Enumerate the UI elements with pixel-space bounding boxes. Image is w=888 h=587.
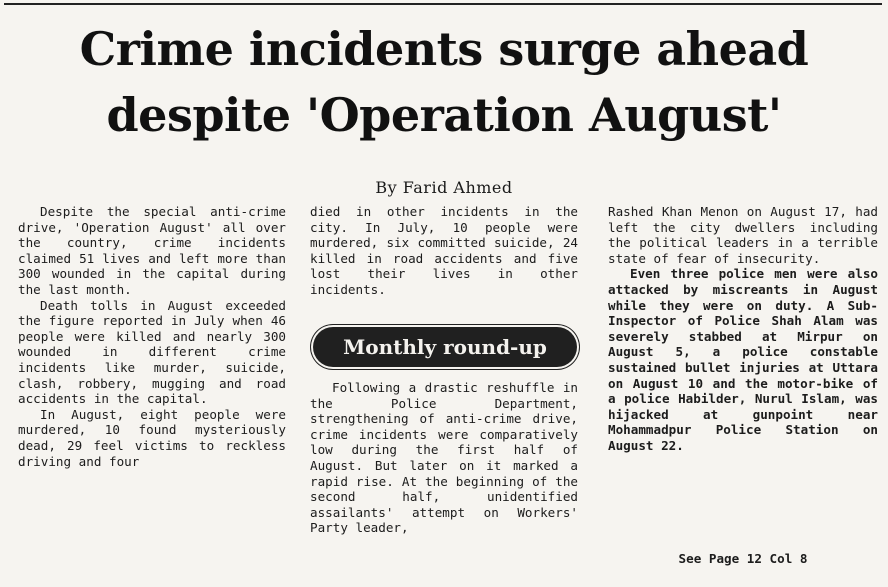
- column-1: [18, 204, 286, 469]
- column-3: [608, 204, 878, 454]
- paragraph: Rashed Khan Menon on August 17, had left the city dwellers including the political leaders in a terrible state of fear of insecurity.: [608, 204, 878, 266]
- continuation-note: See Page 12 Col 8: [678, 551, 808, 566]
- headline-line-1: Crime incidents surge ahead: [79, 22, 809, 76]
- headline-line-2: despite 'Operation August': [106, 88, 782, 142]
- headline: [0, 16, 888, 148]
- monthly-roundup-banner: Monthly round-up: [313, 327, 577, 367]
- column-2: [310, 204, 578, 298]
- paragraph: In August, eight people were murdered, 10 found mysteriously dead, 29 feel victims to reckless driving and four: [18, 406, 286, 469]
- paragraph: died in other incidents in the city. In July, 10 people were murdered, six committed suicide, 24 killed in road accidents and five lost their lives in other incidents.: [310, 204, 578, 297]
- paragraph: Following a drastic reshuffle in the Police Department, strengthening of anti-crime drive, crime incidents were comparatively low during the first half of August. But later on it marked a rapid rise. At the beginning of the second half, unidentified assailants' attempt on Workers' Party leader,: [310, 380, 578, 536]
- byline: By Farid Ahmed: [375, 178, 513, 197]
- paragraph: Death tolls in August exceeded the figure reported in July when 46 people were killed and nearly 300 wounded in different crime incidents like murder, suicide, clash, robbery, mugging and road accidents in the capital.: [18, 297, 286, 407]
- paragraph: Even three police men were also attacked by miscreants in August while they were on duty. A Sub-Inspector of Police Shah Alam was severely stabbed at Mirpur on August 5, a police constable sustained bullet injuries at Uttara on August 10 and the motor-bike of a police Habilder, Nurul Islam, was hijacked at gunpoint near Mohammadpur Police Station on August 22.: [608, 266, 878, 453]
- column-2-continued: [310, 380, 578, 536]
- paragraph: Despite the special anti-crime drive, 'Operation August' all over the country, crime incidents claimed 51 lives and left more than 300 wounded in the capital during the last month.: [18, 204, 286, 297]
- top-rule: [4, 3, 882, 5]
